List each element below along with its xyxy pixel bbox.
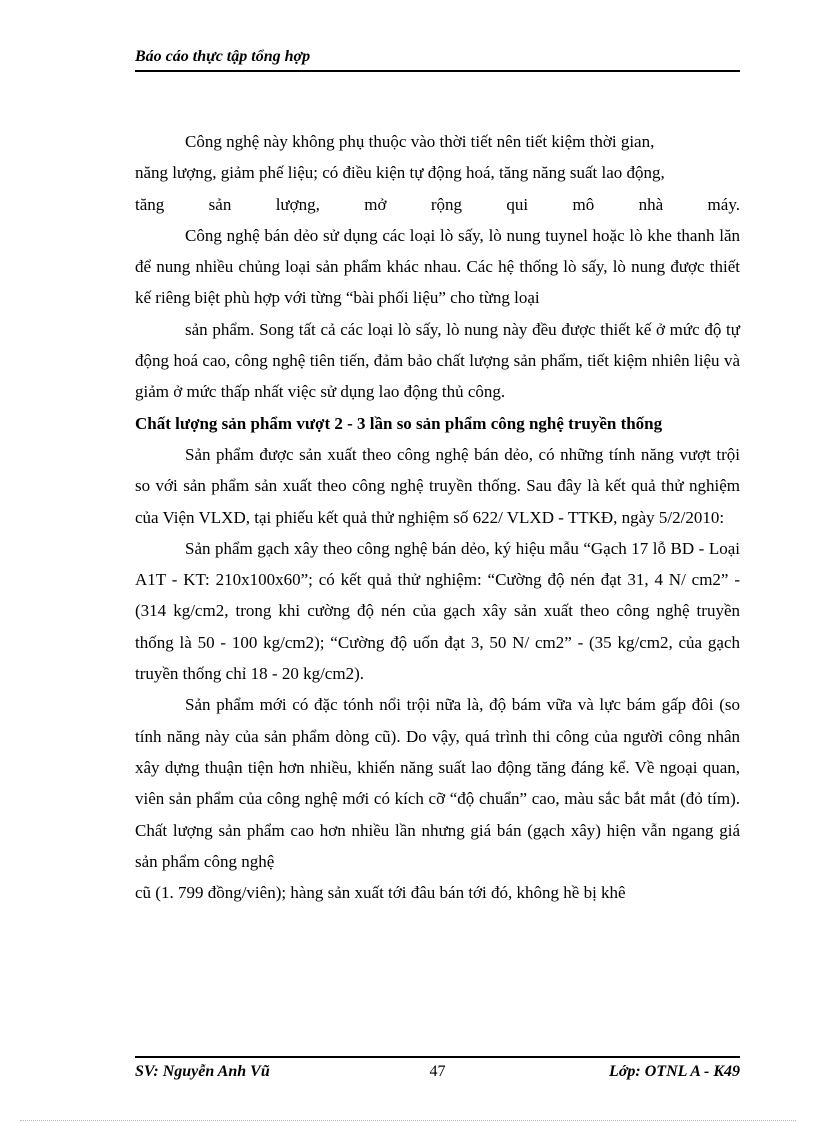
footer-page-number: 47 xyxy=(429,1063,446,1080)
section-heading: Chất lượng sản phẩm vượt 2 - 3 lần so sản phẩm công nghệ truyền thống xyxy=(135,413,663,433)
word: rộng xyxy=(430,194,463,214)
paragraph-5: Sản phẩm mới có đặc tónh nổi trội nữa là, độ bám vữa và lực bám gấp đôi (so tính năng này của sản phẩm dòng cũ). Do vậy, quá trình thi công của người công nhân xây dựng thuận tiện hơn nhiều, khiến năng suất lao động tăng đáng kể. Về ngoại quan, viên sản phẩm của công nghệ mới có kích cỡ “độ chuẩn” cao, màu sắc bắt mắt (đỏ tím). Chất lượng sản phẩm cao hơn nhiều lần nhưng giá bán (gạch xây) hiện vẫn ngang giá sản phẩm công nghệ xyxy=(135,695,740,871)
word: tăng xyxy=(135,194,165,214)
paragraph-2-continued: sản phẩm. Song tất cả các loại lò sấy, lò nung này đều được thiết kế ở mức độ tự động hoá cao, công nghệ tiên tiến, đảm bảo chất lượng sản phẩm, tiết kiệm nhiên liệu và giảm ở mức thấp nhất việc sử dụng lao động thủ công. xyxy=(135,319,740,402)
body-text xyxy=(135,126,740,908)
paragraph-1-line-2: năng lượng, giảm phế liệu; có điều kiện tự động hoá, tăng năng suất lao động, xyxy=(135,163,665,183)
word: nhà xyxy=(638,194,664,214)
page-header xyxy=(135,48,740,72)
word: sản xyxy=(208,194,232,214)
page-bottom-divider xyxy=(20,1120,796,1121)
footer-student-name: SV: Nguyễn Anh Vũ xyxy=(135,1063,270,1080)
paragraph-4: Sản phẩm gạch xây theo công nghệ bán dẻo, ký hiệu mẫu “Gạch 17 lỗ BD - Loại A1T - KT: 210x100x60”; có kết quả thử nghiệm: “Cường độ nén đạt 31, 4 N/ cm2” - (314 kg/cm2, trong khi cường độ nén của gạch xây sản xuất theo công nghệ truyền thống là 50 - 100 kg/cm2); “Cường độ uốn đạt 3, 50 N/ cm2” - (35 kg/cm2, của gạch truyền thống chỉ 18 - 20 kg/cm2). xyxy=(135,538,740,684)
header-title: Báo cáo thực tập tổng hợp xyxy=(135,48,311,65)
paragraph-3: Sản phẩm được sản xuất theo công nghệ bán dẻo, có những tính năng vượt trội so với sản phẩm sản xuất theo công nghệ truyền thống. Sau đây là kết quả thử nghiệm của Viện VLXD, tại phiếu kết quả thử nghiệm số 622/ VLXD - TTKĐ, ngày 5/2/2010: xyxy=(135,444,740,527)
paragraph-1-line-1: Công nghệ này không phụ thuộc vào thời tiết nên tiết kiệm thời gian, xyxy=(185,132,655,151)
page-footer xyxy=(135,1056,740,1088)
footer-class: Lớp: OTNL A - K49 xyxy=(609,1063,740,1080)
paragraph-5-last-line: cũ (1. 799 đồng/viên); hàng sản xuất tới đâu bán tới đó, không hề bị khê xyxy=(135,883,626,903)
word: mô xyxy=(572,194,595,214)
word: máy. xyxy=(707,194,740,214)
word: lượng, xyxy=(275,194,320,214)
paragraph-2: Công nghệ bán dẻo sử dụng các loại lò sấy, lò nung tuynel hoặc lò khe thanh lăn để nung nhiều chủng loại sản phẩm khác nhau. Các hệ thống lò sấy, lò nung được thiết kế riêng biệt phù hợp với từng “bài phối liệu” cho từng loại xyxy=(135,225,740,308)
paragraph-1-line-3 xyxy=(135,189,740,220)
word: mở xyxy=(364,194,387,214)
word: qui xyxy=(506,194,529,214)
